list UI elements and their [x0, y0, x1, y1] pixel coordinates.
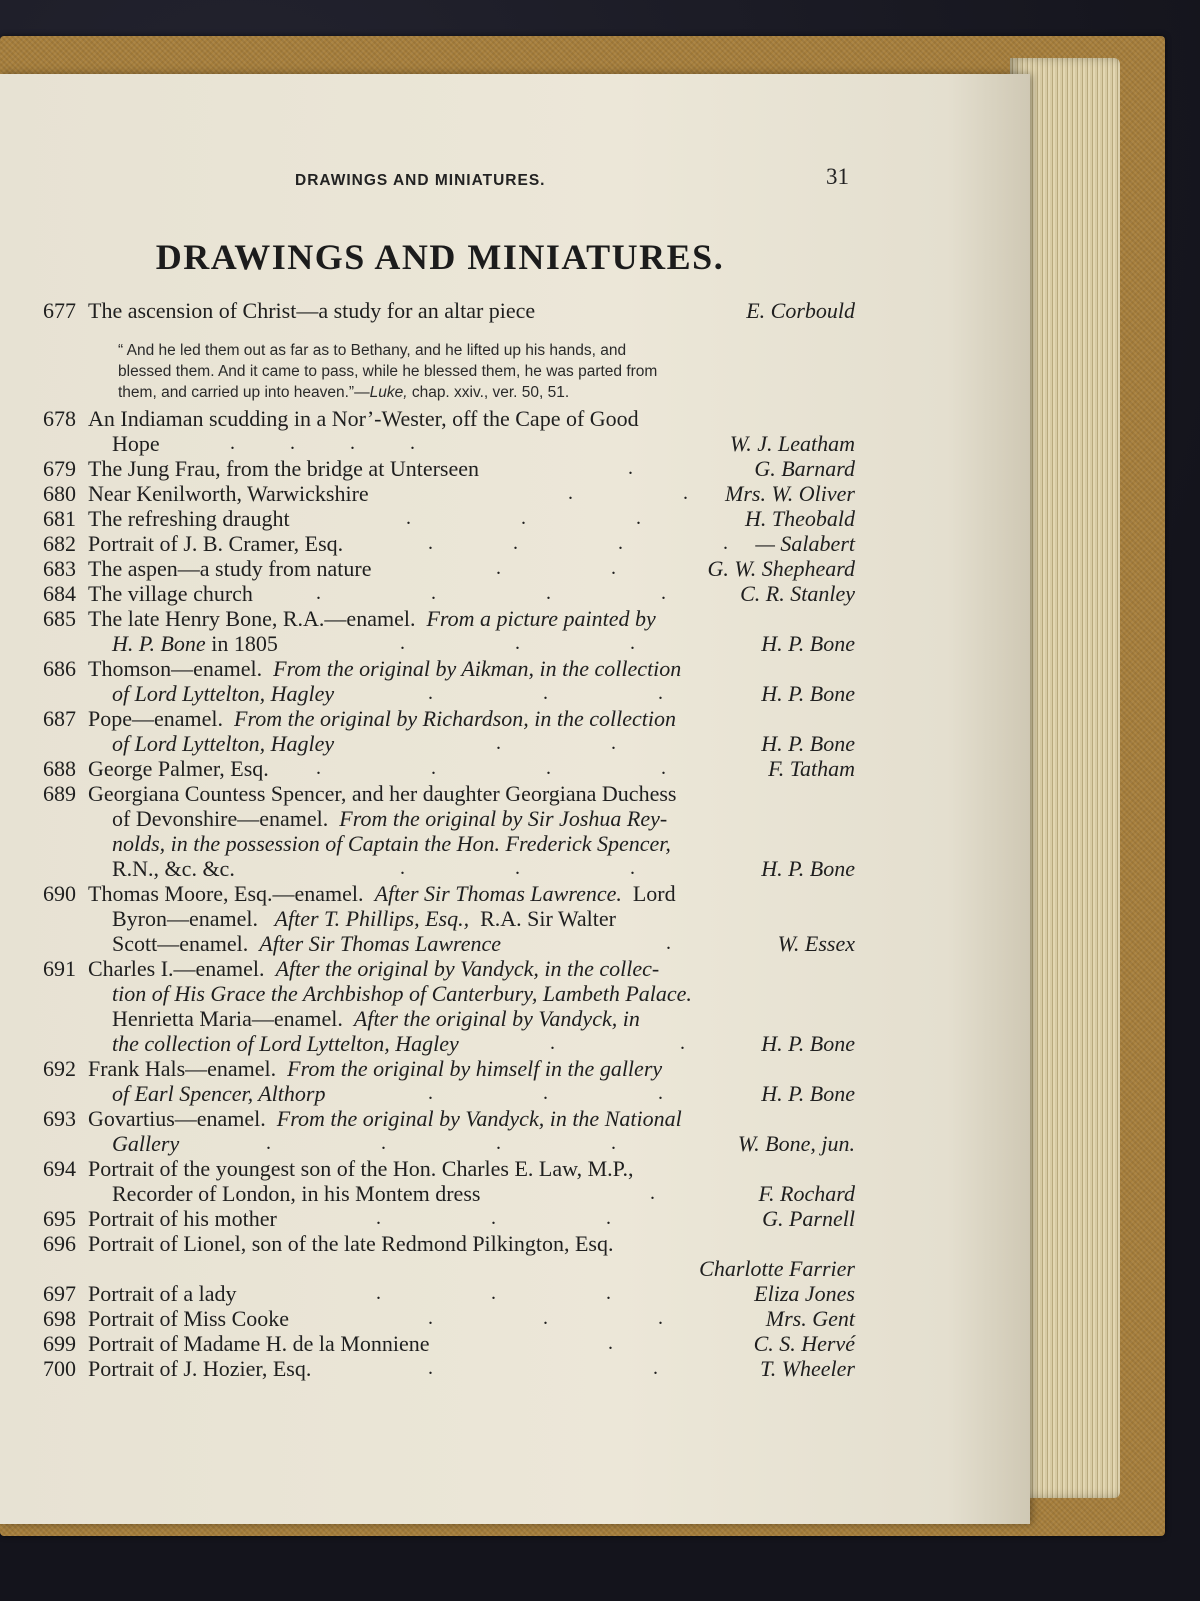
entry-artist: H. P. Bone: [761, 1081, 855, 1106]
leader-dots: . . .: [400, 632, 635, 654]
catalogue-entry-684: [30, 581, 855, 606]
entry-artist: W. Bone, jun.: [737, 1131, 855, 1156]
running-head: DRAWINGS AND MINIATURES.: [295, 172, 546, 189]
entry-title: Portrait of J. Hozier, Esq.: [88, 1356, 312, 1381]
entry-title: Portrait of Madame H. de la Monniene: [88, 1331, 430, 1356]
entry-number: 677: [43, 298, 76, 323]
catalogue-entry-696: [30, 1231, 855, 1281]
catalogue-entry-678: [30, 406, 855, 456]
catalogue-entry-691: [30, 956, 855, 1056]
entry-title: The village church: [88, 581, 253, 606]
leader-dots: . . . .: [266, 1132, 616, 1154]
entry-title: Portrait of the youngest son of the Hon. Charles E. Law, M.P.,: [88, 1156, 634, 1181]
entry-note: After Sir Thomas Lawrence: [259, 931, 502, 956]
entry-artist: H. P. Bone: [761, 856, 855, 881]
entry-note: From the original by Vandyck, in the National: [276, 1106, 682, 1131]
entry-title: Portrait of his mother: [88, 1206, 277, 1231]
entry-artist: C. S. Hervé: [753, 1331, 855, 1356]
leader-dots: . . .: [428, 1307, 663, 1329]
entry-title: Frank Hals—enamel.: [88, 1056, 277, 1081]
entry-title: Georgiana Countess Spencer, and her daughter Georgiana Duchess: [88, 781, 677, 806]
leader-dots: . . .: [406, 507, 641, 529]
entry-artist: H. P. Bone: [761, 1031, 855, 1056]
entry-artist: H. Theobald: [745, 506, 855, 531]
leader-dots: . . . .: [428, 532, 728, 554]
leader-dots: . . . .: [316, 757, 666, 779]
entry-title: Govartius—enamel.: [88, 1106, 266, 1131]
entry-title: Portrait of Miss Cooke: [88, 1306, 290, 1331]
entry-artist: Charlotte Farrier: [699, 1256, 855, 1281]
entry-number: 684: [43, 581, 76, 606]
quote-line: blessed them. And it came to pass, while he blessed them, he was parted from: [118, 363, 658, 380]
entry-artist: F. Rochard: [758, 1181, 855, 1206]
entry-title: Portrait of J. B. Cramer, Esq.: [88, 531, 344, 556]
entry-artist: W. Essex: [777, 931, 855, 956]
entry-artist: W. J. Leatham: [729, 431, 855, 456]
quote-line: “ And he led them out as far as to Bethany, and he lifted up his hands, and: [118, 342, 627, 359]
entry-number: 688: [43, 756, 76, 781]
leader-dots: . .: [496, 557, 616, 579]
leader-dots: . .: [568, 482, 688, 504]
entry-note: H. P. Bone: [112, 631, 206, 656]
entry-title: Pope—enamel.: [88, 706, 224, 731]
entry-note: the collection of Lord Lyttelton, Hagley: [112, 1031, 459, 1056]
catalogue-entry-697: [30, 1281, 855, 1306]
entry-number: 680: [43, 481, 76, 506]
catalogue-entry-686: [30, 656, 855, 706]
entry-note: After T. Phillips, Esq.,: [274, 906, 470, 931]
catalogue-entry-687: [30, 706, 855, 756]
entry-artist: — Salabert: [755, 531, 855, 556]
entry-title: An Indiaman scudding in a Nor’-Wester, off the Cape of Good: [88, 406, 639, 431]
entry-title: The refreshing draught: [88, 506, 290, 531]
entry-artist: Mrs. W. Oliver: [725, 481, 855, 506]
quote-source: Luke,: [369, 384, 408, 401]
entry-title-continued: R.A. Sir Walter: [480, 906, 616, 931]
entry-number: 700: [43, 1356, 76, 1381]
entry-title-continued: R.N., &c. &c.: [112, 856, 235, 881]
entry-number: 699: [43, 1331, 76, 1356]
entry-title: Near Kenilworth, Warwickshire: [88, 481, 369, 506]
entry-note: From the original by Richardson, in the collection: [234, 706, 676, 731]
catalogue-entry-694: [30, 1156, 855, 1206]
section-title: DRAWINGS AND MINIATURES.: [155, 237, 725, 277]
entry-title-continued: Hope: [112, 431, 160, 456]
leader-dots: . . .: [400, 857, 635, 879]
entry-title: The Jung Frau, from the bridge at Unterseen: [88, 456, 479, 481]
entry-artist: Mrs. Gent: [765, 1306, 855, 1331]
entry-title-continued: Scott—enamel.: [112, 931, 249, 956]
entry-title-continued: Henrietta Maria—enamel.: [112, 1006, 343, 1031]
entry-note: tion of His Grace the Archbishop of Canterbury, Lambeth Palace.: [112, 981, 692, 1006]
leader-dots: . .: [496, 732, 616, 754]
entry-title: Thomson—enamel.: [88, 656, 263, 681]
entry-artist: G. W. Shepheard: [707, 556, 855, 581]
catalogue-entry-692: [30, 1056, 855, 1106]
entry-title: Thomas Moore, Esq.—enamel.: [88, 881, 364, 906]
entry-note: From the original by Sir Joshua Rey-: [339, 806, 668, 831]
entry-number: 687: [43, 706, 76, 731]
entry-note: From a picture painted by: [426, 606, 656, 631]
catalogue-entry-693: [30, 1106, 855, 1156]
catalogue-entry-688: [30, 756, 855, 781]
catalogue-entry-699: [30, 1331, 855, 1356]
entry-note: of Earl Spencer, Althorp: [112, 1081, 326, 1106]
leader-dots: . .: [550, 1032, 685, 1054]
entry-title-continued: of Devonshire—enamel.: [112, 806, 329, 831]
entry-artist: H. P. Bone: [761, 631, 855, 656]
catalogue-entry-680: [30, 481, 855, 506]
catalogue-entry-695: [30, 1206, 855, 1231]
leader-dots: . . . .: [230, 432, 415, 454]
entry-number: 694: [43, 1156, 76, 1181]
entry-title: Charles I.—enamel.: [88, 956, 265, 981]
entry-number: 682: [43, 531, 76, 556]
leader-dots: .: [628, 457, 633, 479]
catalogue-entry-685: [30, 606, 855, 656]
entry-title: Portrait of a lady: [88, 1281, 237, 1306]
entry-number: 696: [43, 1231, 76, 1256]
entry-title-continued: Recorder of London, in his Montem dress: [112, 1181, 481, 1206]
entry-number: 690: [43, 881, 76, 906]
entry-number: 686: [43, 656, 76, 681]
entry-number: 689: [43, 781, 76, 806]
entry-note: nolds, in the possession of Captain the Hon. Frederick Spencer,: [112, 831, 671, 856]
entry-note: From the original by himself in the gallery: [287, 1056, 663, 1081]
entry-number: 678: [43, 406, 76, 431]
catalogue-entry-683: [30, 556, 855, 581]
entry-title-continued: Lord: [632, 881, 676, 906]
entry-note: After Sir Thomas Lawrence.: [374, 881, 622, 906]
entry-note: Gallery: [112, 1131, 180, 1156]
entry-number: 679: [43, 456, 76, 481]
entry-number: 683: [43, 556, 76, 581]
entry-number: 692: [43, 1056, 76, 1081]
leader-dots: .: [608, 1332, 613, 1354]
entry-note: After the original by Vandyck, in: [353, 1006, 640, 1031]
entry-note: From the original by Aikman, in the collection: [273, 656, 682, 681]
catalogue-entry-682: [30, 531, 855, 556]
catalogue-entry-679: [30, 456, 855, 481]
entry-artist: G. Parnell: [762, 1206, 855, 1231]
leader-dots: .: [666, 932, 671, 954]
entry-title: The aspen—a study from nature: [88, 556, 372, 581]
entry-number: 695: [43, 1206, 76, 1231]
entry-artist: H. P. Bone: [761, 681, 855, 706]
leader-dots: . . . .: [316, 582, 666, 604]
entry-number: 697: [43, 1281, 76, 1306]
leader-dots: . . .: [376, 1282, 611, 1304]
entry-note: of Lord Lyttelton, Hagley: [112, 731, 335, 756]
entry-artist: F. Tatham: [768, 756, 855, 781]
scripture-quote: [118, 340, 798, 403]
catalogue-entry-689: [30, 781, 855, 881]
leader-dots: . . .: [428, 1082, 663, 1104]
leader-dots: . . .: [376, 1207, 611, 1229]
entry-artist: G. Barnard: [754, 456, 855, 481]
entry-number: 693: [43, 1106, 76, 1131]
entry-artist: H. P. Bone: [761, 731, 855, 756]
entry-note: of Lord Lyttelton, Hagley: [112, 681, 335, 706]
leader-dots: . . .: [428, 682, 663, 704]
entry-number: 691: [43, 956, 76, 981]
entry-note: After the original by Vandyck, in the collec-: [275, 956, 660, 981]
entry-title-continued: in 1805: [211, 631, 278, 656]
quote-line: them, and carried up into heaven.”—Luke, chap. xxiv., ver. 50, 51.: [118, 384, 570, 401]
entry-title: The late Henry Bone, R.A.—enamel.: [88, 606, 416, 631]
leader-dots: .: [650, 1182, 655, 1204]
catalogue-entry-700: [30, 1356, 855, 1381]
entry-number: 698: [43, 1306, 76, 1331]
catalogue-entry-677: [30, 298, 855, 323]
catalogue-entry-690: [30, 881, 855, 956]
entry-title: The ascension of Christ—a study for an altar piece: [88, 298, 536, 323]
page-number: 31: [826, 164, 849, 189]
entry-title: George Palmer, Esq.: [88, 756, 269, 781]
entry-artist: Eliza Jones: [754, 1281, 855, 1306]
catalogue-entry-698: [30, 1306, 855, 1331]
entry-artist: T. Wheeler: [760, 1356, 855, 1381]
entry-artist: C. R. Stanley: [740, 581, 855, 606]
leader-dots: . .: [428, 1357, 658, 1379]
entry-number: 685: [43, 606, 76, 631]
entry-number: 681: [43, 506, 76, 531]
entry-title-continued: Byron—enamel.: [112, 906, 259, 931]
entry-artist: E. Corbould: [746, 298, 855, 323]
entry-title: Portrait of Lionel, son of the late Redmond Pilkington, Esq.: [88, 1231, 614, 1256]
catalogue-entry-681: [30, 506, 855, 531]
